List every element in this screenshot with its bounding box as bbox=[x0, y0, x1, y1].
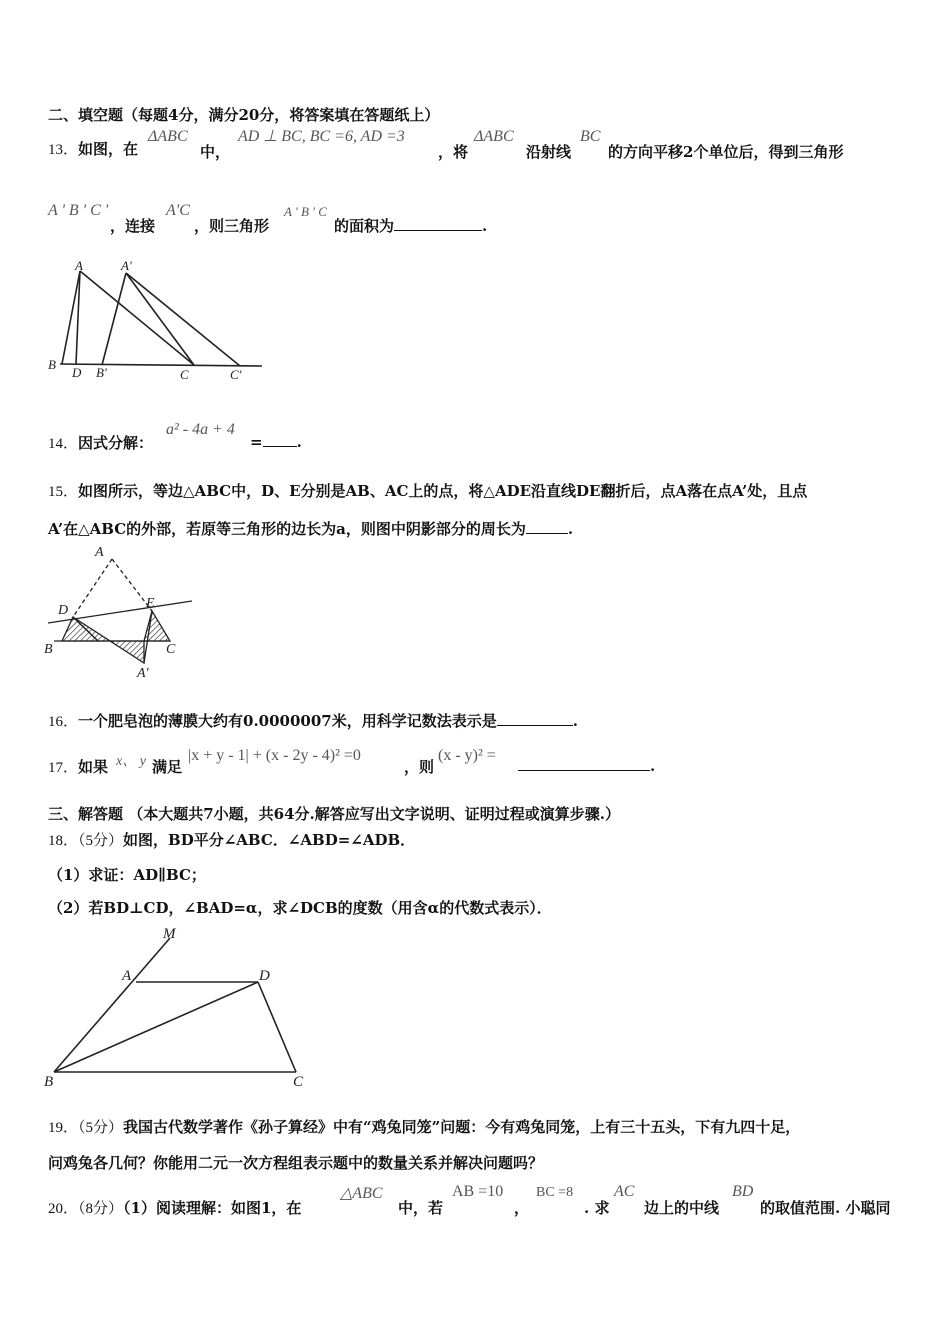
ray-bm bbox=[54, 938, 170, 1072]
q14-answer: = . bbox=[250, 433, 302, 451]
q20-math-triangle: △ABC bbox=[340, 1185, 383, 1202]
q20-text-1: （1）阅读理解：如图1，在 bbox=[123, 1199, 302, 1217]
question-14 bbox=[48, 432, 153, 453]
question-score: （8分） bbox=[78, 1201, 124, 1217]
section-3-title: 三、解答题 （本大题共7小题，共64分.解答应写出文字说明、证明过程或演算步骤.） bbox=[48, 805, 620, 823]
question-20 bbox=[48, 1197, 301, 1218]
label-d: D bbox=[72, 365, 82, 380]
question-16: 16．一个肥皂泡的薄膜大约有0.0000007米，用科学记数法表示是 . bbox=[48, 712, 578, 730]
section-2-title: 二、填空题（每题4分，满分20分，将答案填在答题纸上） bbox=[48, 106, 440, 124]
label-e: E bbox=[146, 596, 155, 611]
question-number: 16． bbox=[48, 714, 79, 730]
label-d: D bbox=[58, 603, 69, 618]
q20-text-6: 的取值范围. 小聪同 bbox=[760, 1199, 891, 1217]
q18-part-2: （2）若BD⊥CD，∠BAD=α，求∠DCB的度数（用含α的代数式表示）． bbox=[48, 899, 552, 917]
q14-math: a² - 4a + 4 bbox=[166, 421, 235, 438]
label-a: A bbox=[75, 258, 83, 273]
q20-text-3: ， bbox=[514, 1199, 530, 1217]
q17-math-target: (x - y)² = bbox=[438, 747, 496, 764]
question-number: 15． bbox=[48, 484, 79, 500]
question-score: （5分） bbox=[78, 833, 124, 849]
q13-text-1: 如图，在 bbox=[78, 140, 139, 158]
question-number: 18． bbox=[48, 833, 79, 849]
q13-math-ac: A'C bbox=[166, 202, 190, 219]
q14-text: 因式分解： bbox=[78, 434, 154, 452]
q17-math-condition: |x + y - 1| + (x - 2y - 4)² =0 bbox=[188, 747, 361, 764]
question-19-line-2: 问鸡兔各几何？你能用二元一次方程组表示题中的数量关系并解决问题吗？ bbox=[48, 1154, 544, 1172]
q15-text-2: A’在△ABC的外部，若原等三角形的边长为a，则图中阴影部分的周长为 bbox=[48, 520, 526, 538]
q18-figure bbox=[40, 922, 320, 1092]
q13-math-conditions: AD ⊥ BC, BC =6, AD =3 bbox=[238, 128, 405, 145]
question-number: 13． bbox=[48, 142, 79, 158]
q13-text-6: ，连接 bbox=[110, 217, 156, 235]
answer-blank bbox=[526, 519, 568, 534]
q13-math-abc-prime-c: A ' B ' C bbox=[284, 204, 327, 219]
label-m: M bbox=[163, 926, 176, 942]
q17-text-1: 如果 bbox=[78, 758, 109, 776]
segment-bd bbox=[54, 982, 258, 1072]
q13-text-2: 中， bbox=[200, 143, 231, 161]
q20-text-5: 边上的中线 bbox=[644, 1199, 720, 1217]
q15-figure bbox=[40, 545, 200, 680]
answer-blank bbox=[497, 711, 573, 726]
dashed-ad bbox=[73, 559, 112, 617]
label-a-prime: A' bbox=[121, 258, 132, 273]
segment-a2b2 bbox=[102, 273, 126, 365]
label-b: B bbox=[44, 1074, 54, 1090]
q13-math-triangle-2: ΔABC bbox=[474, 128, 514, 145]
question-number: 17． bbox=[48, 760, 79, 776]
label-a-prime: A' bbox=[137, 666, 149, 680]
baseline bbox=[60, 364, 262, 366]
label-b-prime: B' bbox=[96, 365, 107, 380]
q13-text-4: 沿射线 bbox=[526, 143, 572, 161]
q20-math-bd: BD bbox=[732, 1183, 754, 1200]
label-c: C bbox=[166, 642, 176, 657]
question-15-line-1 bbox=[48, 480, 807, 501]
q17-text-3: ，则 bbox=[404, 758, 435, 776]
question-17 bbox=[48, 756, 108, 777]
q17-text-2: 满足 bbox=[152, 758, 183, 776]
segment-dc bbox=[258, 982, 296, 1072]
q19-text-1: 我国古代数学著作《孙子算经》中有“鸡兔同笼”问题：今有鸡兔同笼，上有三十五头，下有九四十足， bbox=[123, 1118, 801, 1136]
q18-part-1: （1）求证：AD∥BC； bbox=[48, 866, 206, 884]
question-15-line-2: A’在△ABC的外部，若原等三角形的边长为a，则图中阴影部分的周长为 . bbox=[48, 520, 574, 538]
q16-text: 一个肥皂泡的薄膜大约有0.0000007米，用科学记数法表示是 bbox=[78, 712, 497, 730]
question-score: （5分） bbox=[78, 1120, 124, 1136]
q13-math-abc-prime: A ' B ' C ' bbox=[48, 202, 109, 219]
q20-text-4: . 求 bbox=[584, 1199, 610, 1217]
label-a: A bbox=[122, 968, 132, 984]
q17-answer: . bbox=[518, 756, 655, 775]
question-number: 19． bbox=[48, 1120, 79, 1136]
label-b: B bbox=[48, 357, 56, 372]
answer-blank bbox=[263, 432, 297, 447]
label-c-prime: C' bbox=[230, 367, 242, 382]
label-c: C bbox=[180, 367, 189, 382]
q13-figure bbox=[40, 255, 270, 385]
q20-text-2: 中，若 bbox=[398, 1199, 444, 1217]
q18-text: 如图，BD平分∠ABC．∠ABD=∠ADB． bbox=[123, 831, 416, 849]
answer-blank bbox=[518, 756, 650, 771]
label-d: D bbox=[259, 968, 270, 984]
label-a: A bbox=[95, 545, 104, 560]
answer-blank bbox=[394, 216, 482, 231]
q20-math-bc: BC =8 bbox=[536, 1185, 574, 1200]
segment-a2c2 bbox=[126, 273, 240, 366]
q13-text-5: 的方向平移2个单位后，得到三角形 bbox=[608, 143, 844, 161]
fold-line-de bbox=[48, 601, 192, 623]
label-c: C bbox=[293, 1074, 304, 1090]
q20-math-ab: AB =10 bbox=[452, 1183, 504, 1200]
question-18 bbox=[48, 829, 415, 850]
q15-text-1: 如图所示，等边△ABC中，D、E分别是AB、AC上的点，将△ADE沿直线DE翻折后，点A落在点A’处，且点 bbox=[78, 482, 808, 500]
q13-text-8: 的面积为 . bbox=[334, 217, 488, 235]
q13-text-3: ，将 bbox=[438, 143, 469, 161]
question-19-line-1 bbox=[48, 1116, 800, 1137]
segment-a2c bbox=[126, 273, 194, 365]
q13-math-bc: BC bbox=[580, 128, 601, 145]
question-13-line-1 bbox=[48, 132, 138, 167]
q20-math-ac: AC bbox=[614, 1183, 635, 1200]
segment-ac bbox=[80, 271, 194, 365]
label-b: B bbox=[44, 642, 53, 657]
q13-math-triangle: ΔABC bbox=[148, 128, 188, 145]
question-number: 14． bbox=[48, 436, 79, 452]
q13-text-7: ，则三角形 bbox=[194, 217, 270, 235]
question-number: 20． bbox=[48, 1201, 79, 1217]
q17-math-xy: x、 y bbox=[116, 754, 146, 769]
